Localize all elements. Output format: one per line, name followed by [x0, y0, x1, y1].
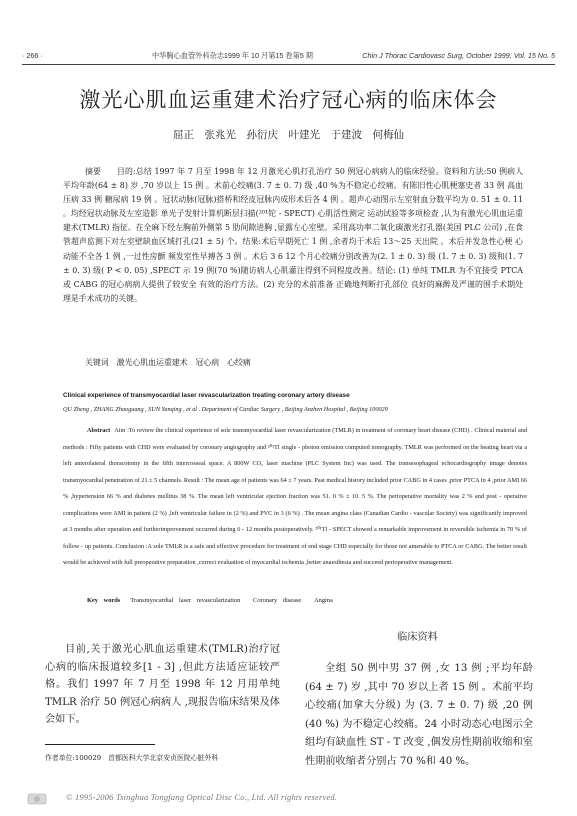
journal-citation-en: Chin J Thorac Cardiovasc Surg, October 1999, Vol. 15 No. 5: [362, 51, 555, 60]
abstract-text-cn: 目的:总结 1997 年 7 月至 1998 年 12 月激光心肌打孔治疗 50 例冠心病病人的临床经验。资料和方法:50 例病人平均年龄(64 ± 8) 岁 ,70 岁以上 15 例 。术前心绞痛(3. 7 ± 0. 7) 级 ,40 %为不稳定心绞痛。有陈旧性心肌梗塞史者 33 例 高血压病 33 例 糖尿病 19 例 。冠状动脉(冠脉)搭桥和经皮冠脉内成形术后各 4 例 。超声心动图示左室射血分数平均为 0. 51 ± 0. 11 。均经冠状动脉及左室造影 单光子发射计算机断层扫描(²⁰¹铊 - SPECT) 心肌活性测定 运动试验等多项检查 ,认为有激光心肌血运重建术(TMLR) 指征。在全麻下经左胸前外侧第 5 肋间隙进胸 ,显露左心室壁。采用高功率二氧化碳激光打孔器(美国 PLC 公司) ,在食管超声监测下对左室壁缺血区域打孔(21 ± 5) 个。结果:术后早期死亡 1 例 ,余者均于术后 13～25 天出院 。术后并发急性心梗 心动能不全各 1 例 ,一过性房颤 频发室性早搏各 3 例 。术后 3 6 12 个月心绞痛分别改善为(2. 1 ± 0. 3) 级 (1. 7 ± 0. 3) 级和(1. 7 ± 0. 3) 级( P < 0. 05) ,SPECT 示 19 例(70 %)随访病人心肌灌注得到不同程度改善。结论: (1) 单纯 TMLR 为不宜接受 PTCA 或 CABG 的冠心病病人提供了较安全 有效的治疗方法。(2) 充分的术前准备 正确地判断打孔部位 良好的麻醉及严谨的围手术期处理是手术成功的关键。: [63, 167, 523, 303]
keywords-text-en: Transmyocardial laser revascularization Coronary disease Angina: [130, 597, 333, 604]
chinese-abstract: [63, 165, 523, 306]
journal-citation-cn: 中华胸心血管外科杂志1999 年 10 月第15 卷第5 期: [152, 51, 313, 60]
keywords-en: [87, 595, 333, 604]
english-abstract: [63, 423, 527, 572]
keywords-text-cn: 激光心肌血运重建术 冠心病 心绞痛: [116, 358, 251, 367]
section-heading: 临床资料: [397, 632, 438, 643]
copyright-footer: © 1995-2006 Tsinghua Tongfang Optical Disc Co., Ltd. All rights reserved.: [66, 792, 338, 802]
abstract-label-cn: 摘要: [85, 167, 102, 176]
keywords-label-cn: 关键词: [85, 358, 109, 367]
body-left-column: 目前,关于激光心肌血运重建术(TMLR)治疗冠心病的临床报道较多[1 - 3] ,但此方法适应证较严格。我们 1997 年 7 月至 1998 年 12 月用单纯 TMLR 治疗 50 例冠心病病人 ,现报告临床结果及体会如下。: [45, 644, 280, 726]
page-number: · 266 ·: [22, 51, 43, 60]
header-rule: [22, 64, 555, 65]
body-right-column: 全组 50 例中男 37 例 ,女 13 例 ;平均年龄(64 ± 7) 岁 ,其中 70 岁以上者 15 例 。术前平均心绞痛(加拿大分级) 为 (3. 7 ± 0. 7) 级 ,20 例(40 %) 为不稳定心绞痛。24 小时动态心电图示全组均有缺血性 ST - T 改变 ,偶发房性期前收缩和室性期前收缩者分别占 70 %和 40 %。: [305, 663, 533, 767]
keywords-cn: [85, 357, 251, 368]
abstract-label-en: Abstract: [87, 427, 111, 434]
publisher-logo-icon: [27, 791, 47, 805]
footnote-rule: [45, 744, 155, 745]
running-header: [22, 51, 555, 65]
abstract-text-en: Aim :To review the clinical experience of sole transmyocardial laser revascularization (TMLR) in treatment of coronary heart disease (CHD) . Clinical material and methods : Fifty patients with CHD were evaluated by coronary angiography and ²⁰¹Tl single - photon emission computed tomography. TMLR was performed on the beating heart via a left anterolateral thoracotomy in the fifth intercosseal space. A 800W CO₂ laser machine (PLC System Inc) was used. The transesophageal echocardiography image denotes transmyocardial penetration of 21 ± 5 channels. Result : The mean age of patients was 64 ± 7 years. Past medical history included prior CABG in 4 cases ,prior PTCA in 4 ,prior AMI 66 % ,hypertension 66 % and diabetes mellitus 38 %. The mean left ventricular ejection fraction was 51. 0 % ± 10. 5 %. The perioperative mortality was 2 % and post - operative complications were AMI in patient (2 %) ,left ventricular failure in (2 %) and PVC in 3 (6 %) . The mean angina class (Canadian Cardio - vascular Society) was significantly improved at 3 months after operation and furtherimprovement occurred during 6 - 12 months postoperatively. ²⁰¹Tl - SPECT showed a remarkable improvement in reversible ischemia in 70 % of follow - up patients. Conclusion :A sole TMLR is a safe and effective procedure for treatment of end stage CHD especially for those not amenable to PTCA or CABG. The better result would be achieved with full preoperative preparation ,correct evaluation of myocardial ischemia ,better anaesthesia and succeed perioperative management.: [63, 427, 527, 566]
article-title: 激光心肌血运重建术治疗冠心病的临床体会: [79, 88, 498, 112]
author-affiliation-footnote: 作者单位:100029 首都医科大学北京安贞医院心脏外科: [45, 754, 219, 762]
author-list: 屈正 张兆光 孙衍庆 叶建光 于建波 何梅仙: [173, 129, 404, 141]
english-title: Clinical experience of transmyocardial laser revascularization treating coronary artery disease: [63, 392, 350, 399]
keywords-label-en: Key words: [87, 597, 121, 604]
english-authors-affiliation: QU Zheng , ZHANG Zhaoguang , SUN Yanqing , et al . Department of Cardiac Surgery , Beijing Anzhen Hospital , Beijing 100029: [63, 406, 388, 413]
